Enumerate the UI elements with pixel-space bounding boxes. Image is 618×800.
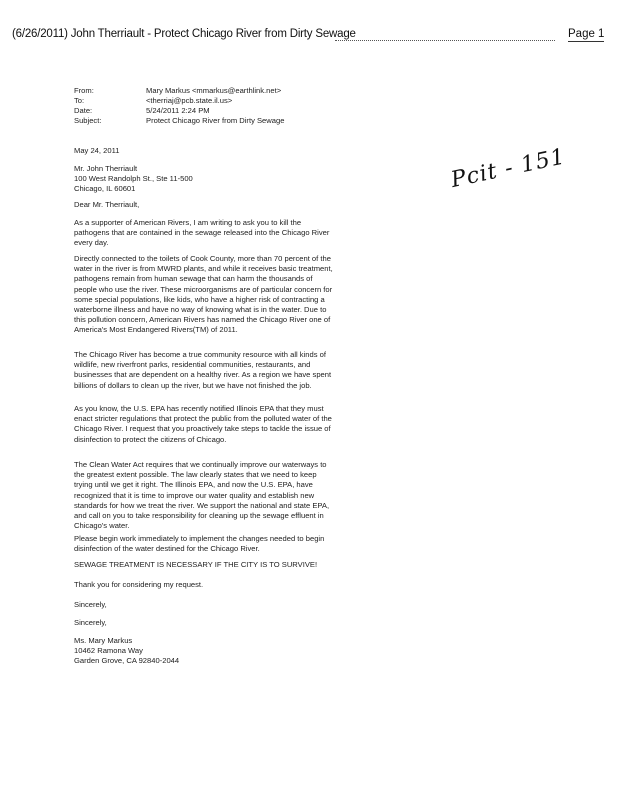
paragraph-intro: As a supporter of American Rivers, I am writing to ask you to kill the pathogens that are contained in the sewage released into the Chicago River every day. <box>74 218 330 248</box>
closing: Sincerely, <box>74 600 107 609</box>
document-header-title: (6/26/2011) John Therriault - Protect Chicago River from Dirty Sewage <box>12 28 356 40</box>
paragraph-pathogens: Directly connected to the toilets of Cook County, more than 70 percent of the water in the river is from MWRD plants, and while it receives basic treatment, pathogens remain from human sewage that can harm the thousands of people who use the river. These microorganisms are of particular concern for some special populations, like kids, who have a higher risk of contracting a waterborne illness and have no way of knowing what is in the water. Due to this pollution concern, American Rivers has named the Chicago River one of America's Most Endangered Rivers(TM) of 2011. <box>74 254 333 335</box>
paragraph-clean-water-act: The Clean Water Act requires that we continually improve our waterways to the greatest extent possible. The law clearly states that we need to keep trying until we get it right. The Illinois EPA, and now the U.S. EPA, have recognized that it is time to improve our water quality and establish new standards for how we treat the river. We support the national and state EPA, and call on you to take responsibility for cleaning up the sewage effluent in Chicago's water. <box>74 460 330 531</box>
meta-date <box>74 106 284 116</box>
meta-from <box>74 86 284 96</box>
address-line: Chicago, IL 60601 <box>74 184 136 194</box>
paragraph-begin-work: Please begin work immediately to implement the changes needed to begin disinfection of the water destined for the Chicago River. <box>74 534 325 554</box>
meta-to <box>74 96 284 106</box>
paragraph-thanks: Thank you for considering my request. <box>74 580 204 589</box>
page-number: Page 1 <box>568 28 605 40</box>
meta-label: From: <box>74 86 94 95</box>
meta-value: Mary Markus <mmarkus@earthlink.net> <box>146 86 282 95</box>
sender-signature-block <box>74 636 334 667</box>
paragraph-community: The Chicago River has become a true community resource with all kinds of wildlife, new riverfront parks, residential communities, restaurants, and businesses that are dependent on a healthy river. As a region we have spent billions of dollars to clean up the river, but we have not finished the job. <box>74 350 332 390</box>
letter-date: May 24, 2011 <box>74 146 120 155</box>
signature-line: Garden Grove, CA 92840-2044 <box>74 656 180 666</box>
paragraph-sewage-treatment: SEWAGE TREATMENT IS NECESSARY IF THE CITY IS TO SURVIVE! <box>74 560 318 569</box>
meta-value: <therriaj@pcb.state.il.us> <box>146 96 233 105</box>
recipient-address <box>74 164 334 195</box>
handwritten-annotation: Pcit - 151 <box>448 144 568 193</box>
paragraph-epa: As you know, the U.S. EPA has recently notified Illinois EPA that they must enact stricter regulations that protect the public from the polluted water of the Chicago River. I request that you proactively take steps to tackle the issue of disinfection to protect the citizens of Chicago. <box>74 404 332 444</box>
meta-value: Protect Chicago River from Dirty Sewage <box>146 116 285 125</box>
meta-label: Subject: <box>74 116 102 125</box>
meta-subject <box>74 116 284 126</box>
meta-label: Date: <box>74 106 93 115</box>
signature-line: 10462 Ramona Way <box>74 646 143 656</box>
address-line: Mr. John Therriault <box>74 164 138 173</box>
signature-line: Ms. Mary Markus <box>74 636 133 645</box>
address-line: 100 West Randolph St., Ste 11-500 <box>74 174 193 184</box>
header-divider <box>335 40 555 41</box>
salutation: Dear Mr. Therriault, <box>74 200 140 209</box>
email-metadata <box>74 86 284 126</box>
meta-label: To: <box>74 96 85 105</box>
closing-repeat: Sincerely, <box>74 618 107 627</box>
meta-value: 5/24/2011 2:24 PM <box>146 106 210 115</box>
